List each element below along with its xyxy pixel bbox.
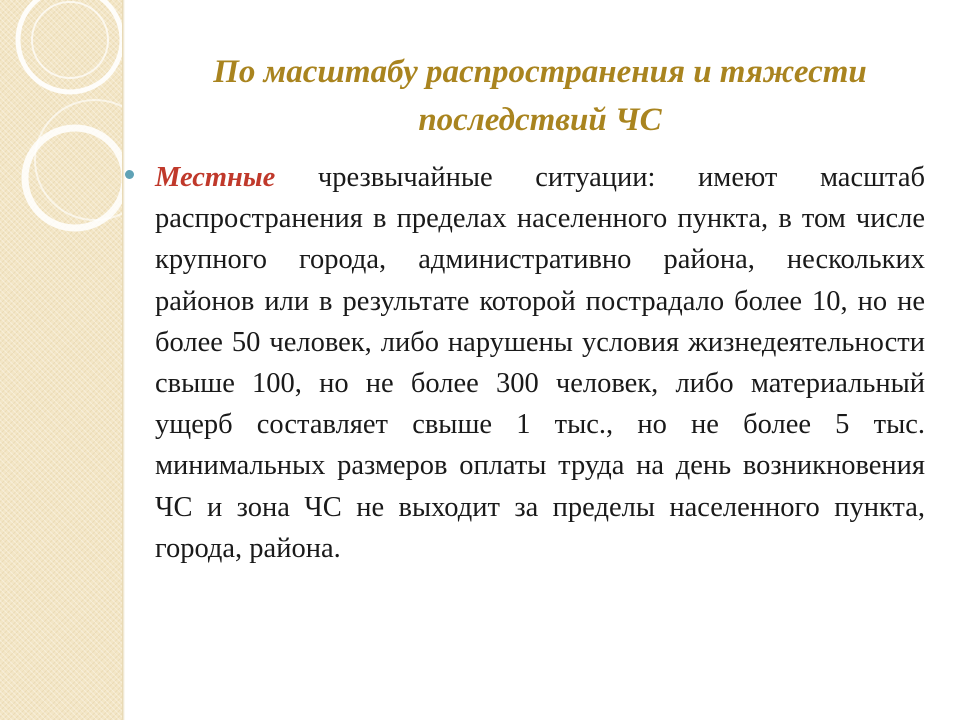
decor-ring-middle-outer bbox=[35, 100, 122, 220]
bullet-item bbox=[125, 157, 925, 569]
decorative-side-band bbox=[0, 0, 122, 720]
bullet-dot-icon bbox=[125, 170, 134, 179]
bullet-lead-term: Местные bbox=[155, 162, 276, 193]
bullet-body-text: чрезвычайные ситуации: имеют масштаб распространения в пределах населенного пункта, в том числе крупного города, административно района, нескольких районов или в результате которой пострадало более 10, но не более 50 человек, либо нарушены условия жизнедеятельности свыше 100, но не более 300 человек, либо материальный ущерб составляет свыше 1 тыс., но не более 5 тыс. минимальных размеров оплаты труда на день возникновения ЧС и зона ЧС не выходит за пределы населенного пункта, города, района. bbox=[155, 162, 925, 564]
decor-ring-middle bbox=[25, 128, 122, 228]
slide-title: По масштабу распространения и тяжести последствий ЧС bbox=[213, 54, 867, 138]
decorative-rings bbox=[0, 0, 122, 720]
bullet-list bbox=[125, 157, 925, 569]
decor-ring-top-inner bbox=[32, 2, 108, 78]
